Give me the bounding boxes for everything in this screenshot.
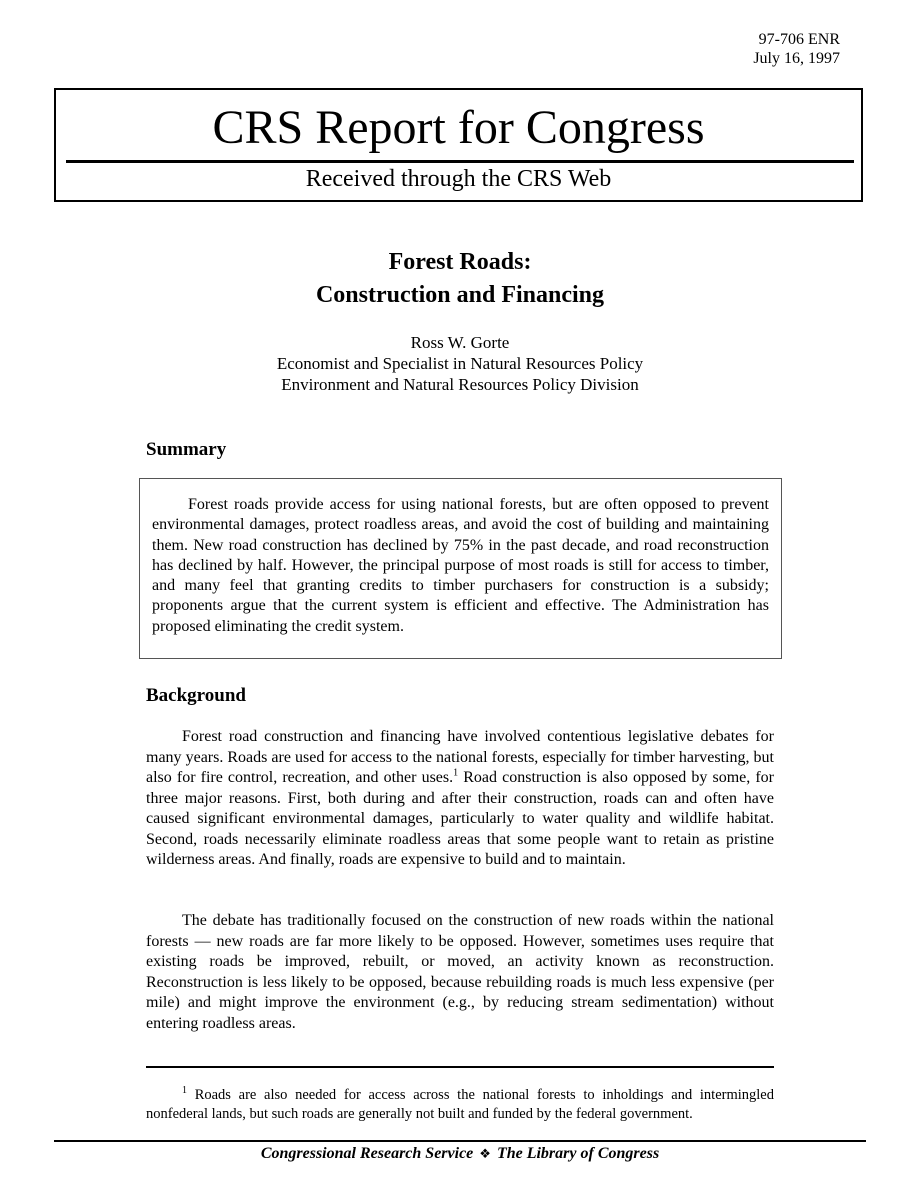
report-date: July 16, 1997	[753, 50, 840, 67]
report-number: 97-706 ENR	[758, 31, 840, 48]
banner-divider	[66, 160, 854, 163]
crs-banner	[54, 88, 863, 202]
background-heading: Background	[146, 685, 246, 706]
footnote-text: Roads are also needed for access across the national forests to inholdings and intermingled nonfederal lands, but such roads are generally not built and funded by the federal government.	[146, 1087, 774, 1122]
summary-text: Forest roads provide access for using national forests, but are often opposed to prevent environmental damages, protect roadless areas, and avoid the cost of building and maintaining them. New road construction has declined by 75% in the past decade, and road reconstruction has declined by half. However, the principal purpose of most roads is still for access to timber, and many feel that granting credits to timber purchasers for construction is a subsidy; proponents argue that the current system is efficient and effective. The Administration has proposed eliminating the credit system.	[152, 496, 769, 635]
document-title	[0, 246, 920, 312]
author-division: Environment and Natural Resources Policy Division	[281, 375, 639, 394]
footnote-reference[interactable]: 1	[453, 767, 459, 779]
author-name: Ross W. Gorte	[410, 333, 510, 352]
document-title-line-1: Forest Roads:	[388, 249, 532, 275]
paragraph-text: The debate has traditionally focused on the construction of new roads within the national forests — new roads are far more likely to be opposed. However, sometimes uses require that existing roads be improved, rebuilt, or moved, an activity known as reconstruction. Reconstruction is less likely to be opposed, because rebuilding roads is much less expensive (per mile) and might improve the environment (e.g., by reducing stream sedimentation) without entering roadless areas.	[146, 912, 774, 1032]
paragraph-text: Road construction is also opposed by some, for three major reasons. First, both during and after their construction, roads can and often have caused significant environmental damages, particularly to water quality and wildlife habitat. Second, roads necessarily eliminate roadless areas that some people want to retain as pristine wilderness areas. And finally, roads are expensive to build and to maintain.	[146, 769, 775, 868]
footnote-divider	[146, 1066, 774, 1068]
report-identifier	[753, 30, 840, 68]
background-paragraph-1	[146, 727, 774, 871]
banner-subtitle: Received through the CRS Web	[305, 166, 612, 192]
footnote	[146, 1086, 774, 1124]
footer-divider	[54, 1140, 866, 1142]
diamond-icon: ❖	[479, 1147, 491, 1162]
author-block	[0, 332, 920, 395]
author-title: Economist and Specialist in Natural Resources Policy	[276, 354, 644, 373]
paragraph-text: Forest road construction and financing have involved contentious legislative debates for many years. Roads are used for access to the national forests, especially for timber harvesting, but also for fire control, recreation, and other uses.	[146, 728, 774, 786]
background-paragraph-2	[146, 911, 774, 1034]
footer-publisher: Congressional Research Service	[260, 1145, 474, 1162]
summary-box	[139, 478, 782, 659]
page-footer	[0, 1144, 920, 1165]
banner-title: CRS Report for Congress	[212, 101, 705, 154]
footer-library: The Library of Congress	[496, 1145, 660, 1162]
summary-heading: Summary	[146, 439, 227, 460]
document-title-line-2: Construction and Financing	[315, 282, 605, 308]
footnote-number: 1	[182, 1085, 187, 1097]
